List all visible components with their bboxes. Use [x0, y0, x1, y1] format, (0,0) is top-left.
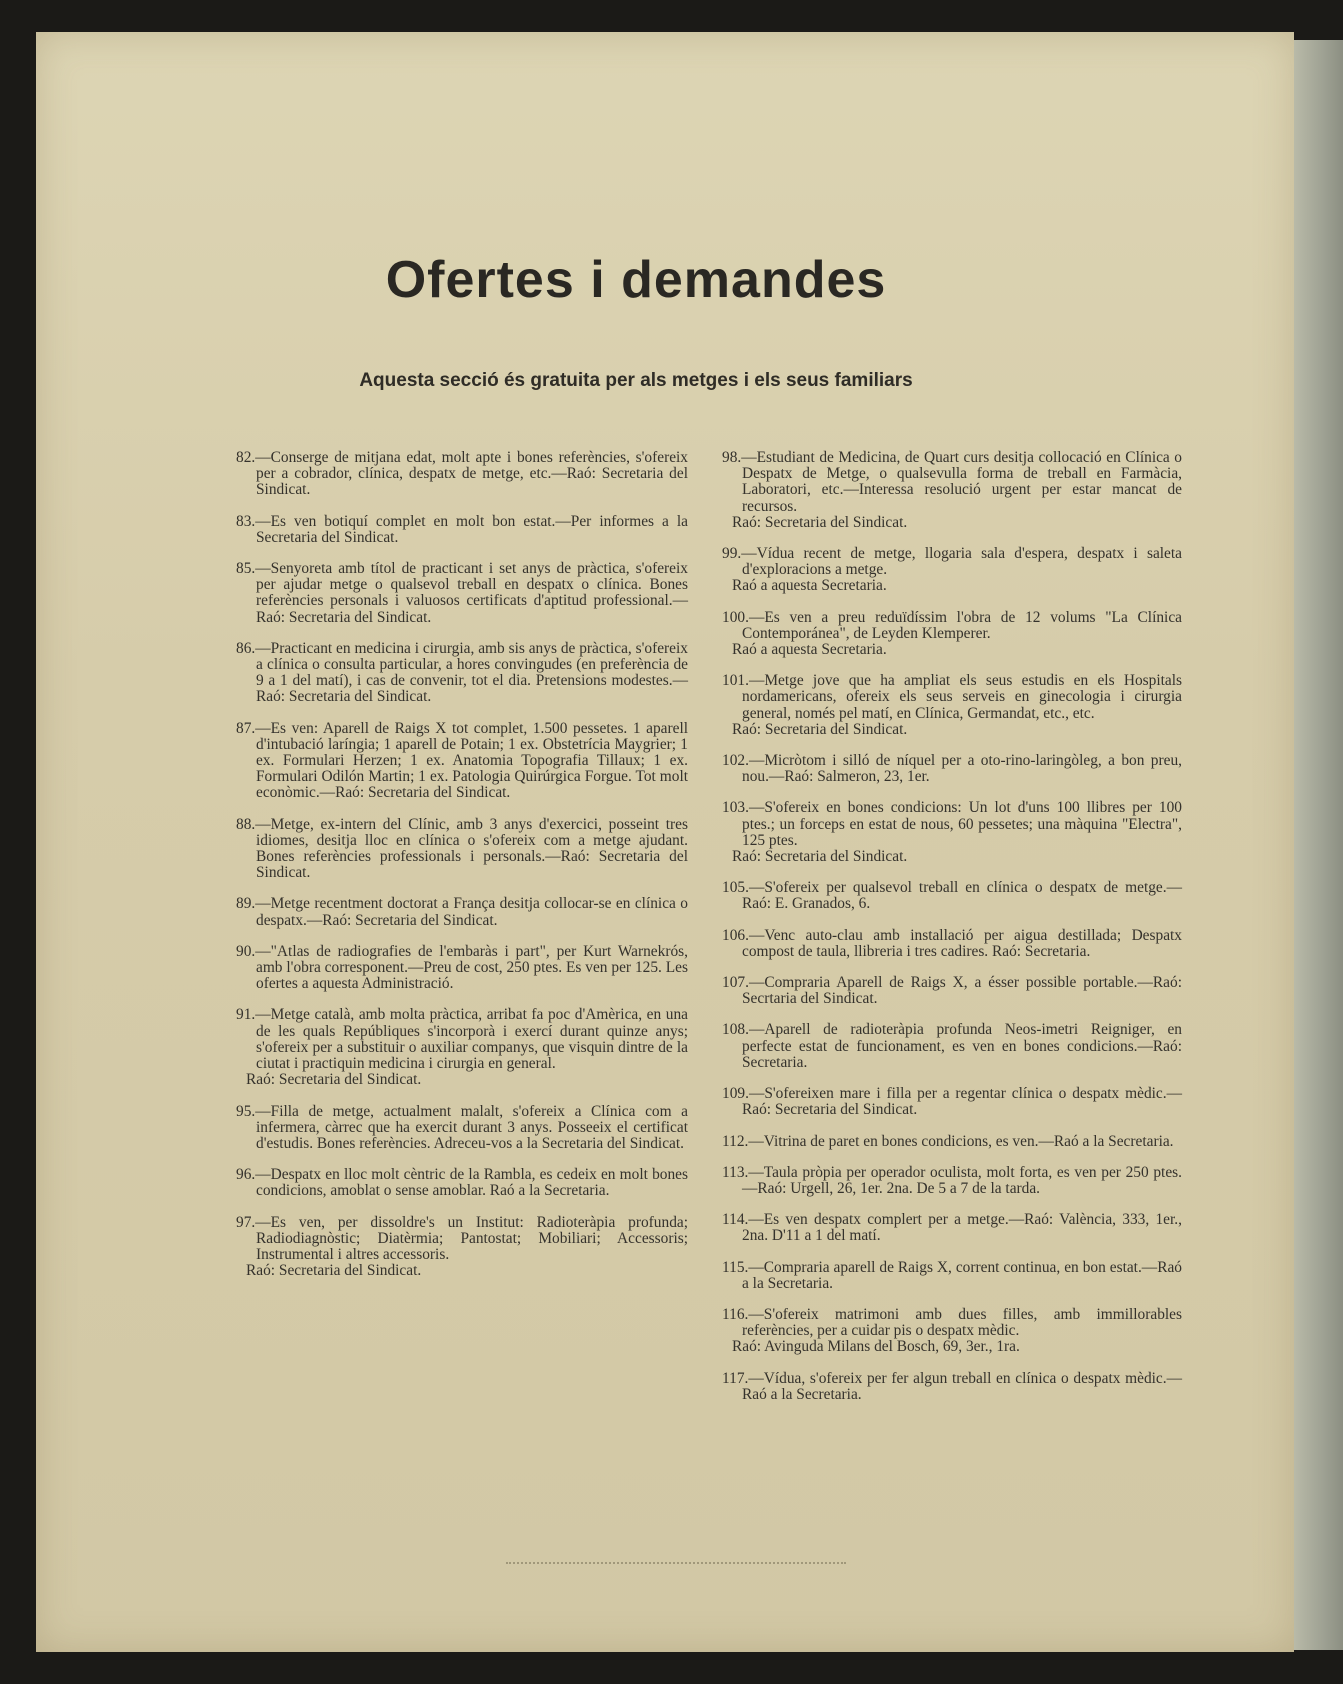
- classified-entry: [236, 1007, 688, 1088]
- entry-number: 105.: [722, 879, 749, 897]
- entry-number: 117.: [722, 1369, 749, 1387]
- classified-entry: [236, 1167, 688, 1199]
- entry-text: —"Atlas de radiografies de l'embaràs i part", per Kurt Warnekrós, amb l'obra corresponent.—Preu de cost, 250 ptes. Es ven per 125. Les ofertes a aquesta Administració.: [255, 942, 688, 993]
- entry-contact: Raó: Avinguda Milans del Bosch, 69, 3er., 1ra.: [732, 1338, 1020, 1356]
- classified-entry: [722, 1165, 1182, 1197]
- entry-text: —Es ven botiquí complet en molt bon estat.—Per informes a la Secretaria del Sindicat.: [255, 512, 688, 546]
- classified-entry: [236, 721, 688, 802]
- entry-text: —Vídua recent de metge, llogaria sala d'espera, despatx i saleta d'exploracions a metge.: [741, 545, 1182, 579]
- entry-text: —Despatx en lloc molt cèntric de la Rambla, es cedeix en molt bones condicions, amoblat o sense amoblar. Raó a la Secretaria.: [255, 1166, 688, 1200]
- classified-entry: [722, 1212, 1182, 1244]
- entry-text: —Vídua, s'ofereix per fer algun treball en clínica o despatx mèdic.—Raó a la Secretaria.: [742, 1369, 1182, 1403]
- classified-entry: [236, 450, 688, 499]
- footer-dotted-rule: [506, 1562, 846, 1566]
- entry-number: 109.: [722, 1085, 749, 1103]
- entry-number: 114.: [722, 1211, 749, 1229]
- entry-contact: Raó: Secretaria del Sindicat.: [732, 848, 908, 866]
- entry-number: 82.: [236, 449, 256, 466]
- entry-number: 96.: [236, 1166, 256, 1184]
- entry-text: —Es ven, per dissoldre's un Institut: Radioteràpia profunda; Radiodiagnòstic; Diatèrmia; Pantostat; Mobiliari; Accessoris; Instrumental i altres accessoris.: [255, 1213, 688, 1263]
- entry-text: —Conserge de mitjana edat, molt apte i bones referències, s'ofereix per a cobrador, clínica, despatx de metge, etc.—Raó: Secretaria del Sindicat.: [255, 449, 688, 499]
- entry-text: —Vitrina de paret en bones condicions, es ven.—Raó a la Secretaria.: [748, 1132, 1174, 1150]
- classified-entry: [722, 753, 1182, 785]
- entry-number: 101.: [722, 672, 749, 690]
- entry-contact: Raó a aquesta Secretaria.: [732, 641, 887, 659]
- entry-number: 95.: [236, 1102, 256, 1120]
- entry-text: —Metge recentment doctorat a França desitja collocar-se en clínica o despatx.—Raó: Secretaria del Sindicat.: [255, 895, 688, 929]
- entry-text: —Compraria Aparell de Raigs X, a ésser possible portable.—Raó: Secrtaria del Sindicat.: [742, 974, 1182, 1008]
- entry-number: 113.: [722, 1163, 749, 1181]
- entry-number: 98.: [722, 449, 742, 466]
- entry-contact: Raó: Secretaria del Sindicat.: [732, 513, 908, 531]
- classified-entry: [722, 1260, 1182, 1292]
- entry-contact: Raó: Secretaria del Sindicat.: [246, 1071, 422, 1089]
- classified-entry: [722, 1086, 1182, 1118]
- classified-entry: [722, 450, 1182, 531]
- entry-text: —Filla de metge, actualment malalt, s'ofereix a Clínica com a infermera, càrrec que ha exercit durant 3 anys. Posseeix el certificat d'estudis. Bones referències. Adreceu-vos a la Secretaria del Sindicat.: [255, 1102, 688, 1152]
- classified-entry: [722, 880, 1182, 912]
- entry-number: 86.: [236, 639, 256, 657]
- entry-text: —Venc auto-clau amb installació per aigua destillada; Despatx compost de taula, llibreria i tres cadires. Raó: Secretaria.: [742, 926, 1182, 960]
- classified-entry: [236, 1104, 688, 1153]
- classified-entry: [722, 1307, 1182, 1356]
- entry-text: —Es ven a preu reduïdíssim l'obra de 12 volums "La Clínica Contemporánea", de Leyden Klemperer.: [742, 608, 1182, 642]
- entry-text: —Taula pròpia per operador oculista, molt forta, es ven per 250 ptes.—Raó: Urgell, 26, 1er. 2na. De 5 a 7 de la tarda.: [742, 1163, 1182, 1197]
- page-subtitle: Aquesta secció és gratuita per als metges i els seus familiars: [359, 370, 913, 391]
- entry-number: 106.: [722, 926, 749, 944]
- classified-entry: [722, 975, 1182, 1007]
- entry-text: —Metge, ex-intern del Clínic, amb 3 anys d'exercici, posseint tres idiomes, desitja lloc en clínica o s'ofereix com a metge ajudant. Bones referències professionals i personals.—Raó: Secretaria del Sindicat.: [255, 815, 688, 882]
- entry-text: —Aparell de radioteràpia profunda Neos-imetri Reigniger, en perfecte estat de funcionament, es ven en bones condicions.—Raó: Secretaria.: [742, 1021, 1182, 1071]
- entry-number: 112.: [722, 1132, 749, 1150]
- entry-number: 103.: [722, 799, 749, 817]
- entry-text: —Es ven despatx complert per a metge.—Raó: València, 333, 1er., 2na. D'11 a 1 del matí.: [742, 1211, 1182, 1245]
- entry-text: —Micròtom i silló de níquel per a oto-rino-laringòleg, a bon preu, nou.—Raó: Salmeron, 23, 1er.: [742, 752, 1182, 786]
- entry-number: 102.: [722, 752, 749, 770]
- classified-entry: [722, 673, 1182, 738]
- entry-text: —S'ofereix per qualsevol treball en clínica o despatx de metge.—Raó: E. Granados, 6.: [742, 879, 1182, 913]
- classified-entry: [236, 514, 688, 546]
- entry-text: —Es ven: Aparell de Raigs X tot complet, 1.500 pessetes. 1 aparell d'intubació laríngia; 1 aparell de Potain; 1 ex. Obstetrícia Maygrier; 1 ex. Formulari Herzen; 1 ex. Anatomia Topografia Tillaux; 1 ex. Formulari Odilón Martin; 1 ex. Patologia Quirúrgica Forgue. Tot molt econòmic.—Raó: Secretaria del Sindicat.: [255, 719, 688, 802]
- classified-entry: [722, 610, 1182, 659]
- entry-number: 116.: [722, 1305, 749, 1323]
- entry-text: —S'ofereix matrimoni amb dues filles, amb immillorables referències, per a cuidar pis o despatx mèdic.: [742, 1305, 1182, 1340]
- classified-entry: [236, 561, 688, 626]
- classified-entry: [236, 817, 688, 882]
- entry-text: —S'ofereix en bones condicions: Un lot d'uns 100 llibres per 100 ptes.; un forceps en estat de nous, 60 pessetes; una màquina "Electra", 125 ptes.: [742, 799, 1182, 849]
- entry-number: 97.: [236, 1213, 256, 1231]
- entry-contact: Raó: Secretaria del Sindicat.: [246, 1262, 422, 1280]
- entry-number: 99.: [722, 545, 742, 563]
- entry-number: 108.: [722, 1021, 749, 1039]
- classified-entry: [722, 800, 1182, 865]
- entry-text: —Practicant en medicina i cirurgia, amb sis anys de pràctica, s'ofereix a clínica o consulta particular, a hores convingudes (en preferència de 9 a 1 del matí), i cas de convenir, tot el dia. Pretensions modestes.—Raó: Secretaria del Sindicat.: [255, 639, 688, 706]
- entry-text: —Metge català, amb molta pràctica, arribat fa poc d'Amèrica, en una de les quals Repúbliques s'incorporà i exercí durant quinze anys; s'ofereix per a substituir o auxiliar companys, que visquin dintre de la ciutat i practiquin medicina i cirurgia en general.: [255, 1006, 688, 1073]
- classified-entry: [722, 1371, 1182, 1403]
- entry-text: —Metge jove que ha ampliat els seus estudis en els Hospitals nordamericans, ofereix els seus serveis en ginecologia i cirurgia general, només pel matí, en Clínica, Germandat, etc., etc.: [742, 672, 1182, 722]
- classified-entry: [236, 641, 688, 706]
- entry-contact: Raó: Secretaria del Sindicat.: [732, 720, 908, 738]
- entry-contact: Raó a aquesta Secretaria.: [732, 577, 887, 595]
- adjacent-page-edge: [1294, 40, 1343, 1650]
- classified-entry: [722, 1022, 1182, 1071]
- right-column: [722, 450, 1182, 1418]
- entry-text: —Compraria aparell de Raigs X, corrent continua, en bon estat.—Raó a la Secretaria.: [742, 1258, 1182, 1292]
- left-column: [236, 450, 688, 1294]
- entry-number: 89.: [236, 895, 256, 913]
- page-title: Ofertes i demandes: [385, 251, 887, 309]
- entry-number: 90.: [236, 942, 256, 960]
- entry-number: 91.: [236, 1006, 256, 1024]
- entry-text: —S'ofereixen mare i filla per a regentar clínica o despatx mèdic.—Raó: Secretaria del Sindicat.: [742, 1085, 1182, 1119]
- classified-entry: [236, 896, 688, 928]
- entry-number: 87.: [236, 719, 256, 737]
- entry-number: 88.: [236, 815, 256, 833]
- scanned-page: [36, 32, 1294, 1652]
- classified-entry: [722, 928, 1182, 960]
- classified-entry: [236, 1215, 688, 1280]
- entry-text: —Senyoreta amb títol de practicant i set anys de pràctica, s'ofereix per ajudar metge o qualsevol treball en despatx o clínica. Bones referències personals i valuosos certificats d'aptitud professional.—Raó: Secretaria del Sindicat.: [255, 560, 688, 626]
- entry-number: 85.: [236, 560, 256, 578]
- classified-entry: [722, 546, 1182, 595]
- entry-number: 83.: [236, 512, 256, 530]
- classified-entry: [236, 944, 688, 993]
- entry-number: 107.: [722, 974, 749, 992]
- entry-text: —Estudiant de Medicina, de Quart curs desitja collocació en Clínica o Despatx de Metge, o qualsevulla forma de treball en Farmàcia, Laboratori, etc.—Interessa resolució urgent per estar mancat de recursos.: [741, 449, 1182, 515]
- entry-number: 100.: [722, 608, 749, 626]
- entry-number: 115.: [722, 1258, 749, 1276]
- classified-entry: [722, 1134, 1182, 1150]
